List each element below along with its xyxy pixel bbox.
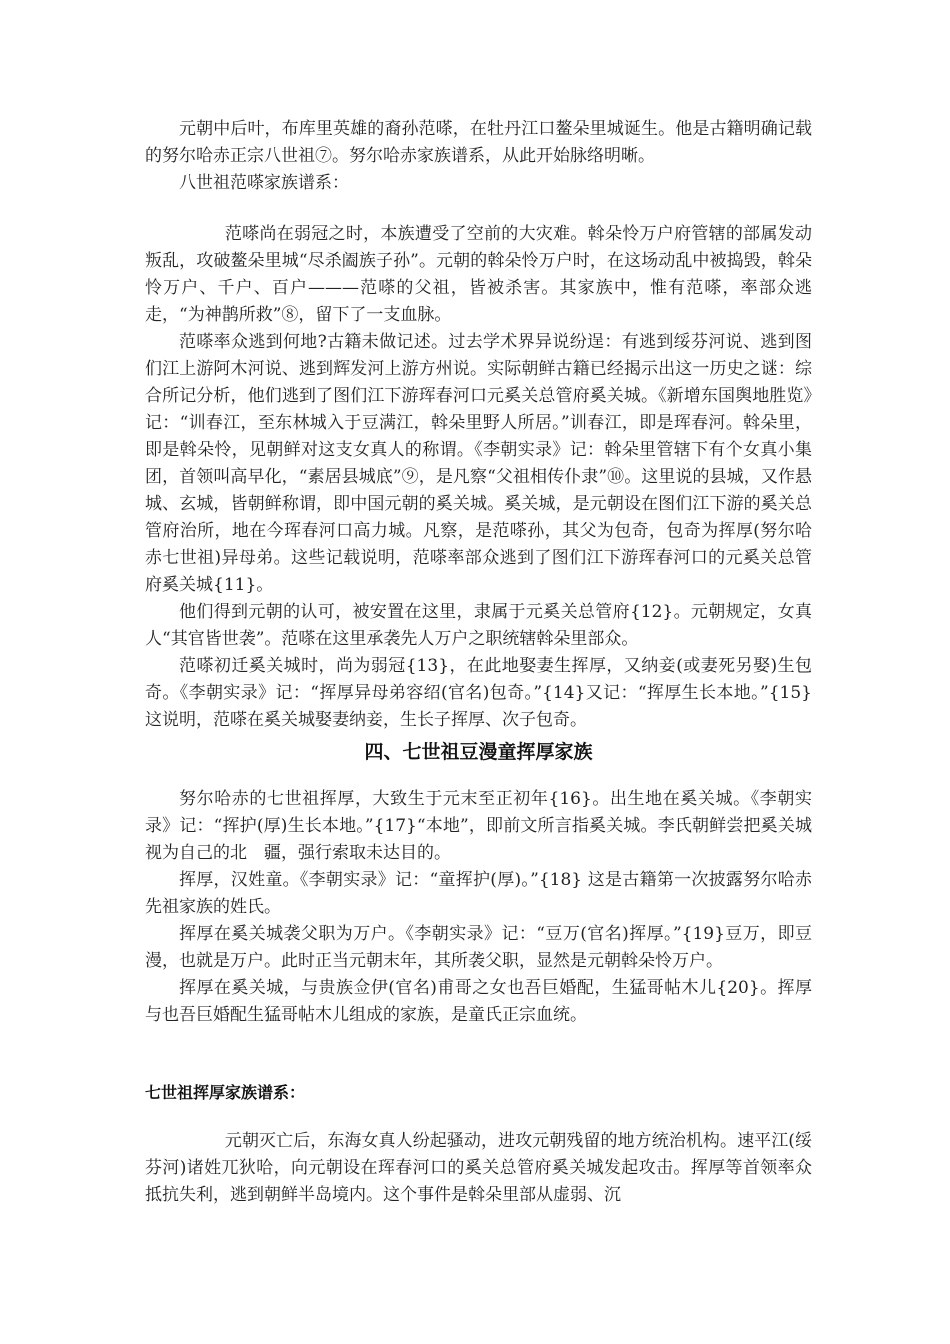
text-block-section-four xyxy=(145,786,812,1029)
paragraph: 八世祖范嗏家族谱系： xyxy=(179,173,349,193)
paragraph: 挥厚在奚关城袭父职为万户。《李朝实录》记：“豆万(官名)挥厚。”{19}豆万，即豆漫，也就是万户。此时正当元朝末年，其所袭父职，显然是元朝斡朵怜万户。 xyxy=(145,924,812,971)
paragraph: 挥厚在奚关城，与贵族佥伊(官名)甫哥之女也吾巨婚配，生猛哥帖木儿{20}。挥厚与也吾巨婚配生猛哥帖木儿组成的家族，是童氏正宗血统。 xyxy=(145,978,812,1025)
paragraph: 挥厚，汉姓童。《李朝实录》记：“童挥护(厚)。”{18} 这是古籍第一次披露努尔哈赤先祖家族的姓氏。 xyxy=(145,870,812,917)
text-block-bottom xyxy=(145,1128,812,1209)
paragraph: 元朝灭亡后，东海女真人纷起骚动，进攻元朝残留的地方统治机构。速平江(绥芬河)诸姓兀狄哈，向元朝设在珲春河口的奚关总管府奚关城发起攻击。挥厚等首领率众抵抗失利，逃到朝鲜半岛境内。这个事件是斡朵里部从虚弱、沉 xyxy=(145,1131,812,1205)
text-block-top xyxy=(145,116,812,197)
section-heading: 四、七世祖豆漫童挥厚家族 xyxy=(364,741,593,763)
paragraph: 他们得到元朝的认可，被安置在这里，隶属于元奚关总管府{12}。元朝规定，女真人“其官皆世袭”。范嗏在这里承袭先人万户之职统辖斡朵里部众。 xyxy=(145,602,812,649)
paragraph: 范嗏率众逃到何地?古籍未做记述。过去学术界异说纷逞：有逃到绥芬河说、逃到图们江上游阿木河说、逃到辉发河上游方州说。实际朝鲜古籍已经揭示出这一历史之谜：综合所记分析，他们逃到了图们江下游珲春河口元奚关总管府奚关城。《新增东国舆地胜览》记：“训春江，至东林城入于豆满江，斡朵里野人所居。”训春江，即是珲春河。斡朵里，即是斡朵怜，见朝鲜对这支女真人的称谓。《李朝实录》记：斡朵里管辖下有个女真小集团，首领叫高早化，“素居县城底”⑨，是凡察“父祖相传仆隶”⑩。这里说的县城，又作悬城、玄城，皆朝鲜称谓，即中国元朝的奚关城。奚关城，是元朝设在图们江下游的奚关总管府治所，地在今珲春河口高力城。凡察，是范嗏孙，其父为包奇，包奇为挥厚(努尔哈赤七世祖)异母弟。这些记载说明，范嗏率部众逃到了图们江下游珲春河口的元奚关总管府奚关城{11}。 xyxy=(145,332,812,595)
paragraph: 努尔哈赤的七世祖挥厚，大致生于元末至正初年{16}。出生地在奚关城。《李朝实录》记：“挥护(厚)生长本地。”{17}“本地”，即前文所言指奚关城。李氏朝鲜尝把奚关城视为自己的北 疆，强行索取未达目的。 xyxy=(145,789,812,863)
paragraph: 元朝中后叶，布库里英雄的裔孙范嗏，在牡丹江口鳌朵里城诞生。他是古籍明确记载的努尔哈赤正宗八世祖⑦。努尔哈赤家族谱系，从此开始脉络明晰。 xyxy=(145,119,812,166)
paragraph: 范嗏初迁奚关城时，尚为弱冠{13}，在此地娶妻生挥厚，又纳妾(或妻死另娶)生包奇。《李朝实录》记：“挥厚异母弟容绍(官名)包奇。”{14}又记：“挥厚生长本地。”{15}这说明，范嗏在奚关城娶妻纳妾，生长子挥厚、次子包奇。 xyxy=(145,656,812,730)
text-block-main xyxy=(145,221,812,734)
paragraph: 范嗏尚在弱冠之时，本族遭受了空前的大灾难。斡朵怜万户府管辖的部属发动叛乱，攻破鳌朵里城“尽杀阖族子孙”。元朝的斡朵怜万户时，在这场动乱中被捣毁，斡朵怜万户、千户、百户———范嗏的父祖，皆被杀害。其家族中，惟有范嗏，率部众逃走，“为神鹊所救”⑧，留下了一支血脉。 xyxy=(145,224,812,325)
genealogy-subheading: 七世祖挥厚家族谱系： xyxy=(145,1083,306,1102)
